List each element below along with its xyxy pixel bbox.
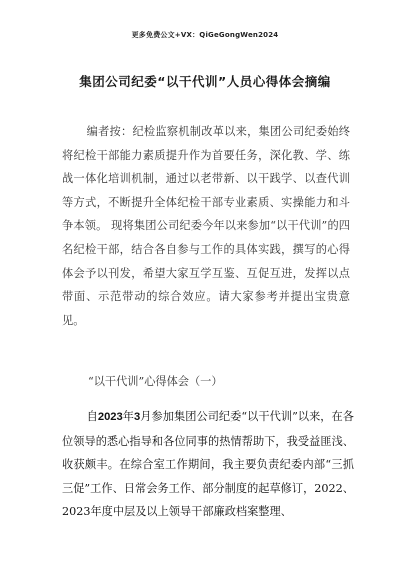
body-prefix: 自 [86, 410, 98, 423]
body-mid: 年 [122, 410, 135, 423]
body-rest: 月参加集团公司纪委“以干代训”以来，在各位领导的悉心指导和各位同事的热情帮助下，我受益匪浅、收获颇丰。在综合室工作期间，我主要负责纪委内部“三抓三促”工作、日常会务工作、部分制度的起草修订，2022、2023年度中层及以上领导干部廉政档案整理、 [62, 410, 354, 519]
page-header: 更多免费公文+VX：QiGeGongWen2024 [131, 31, 279, 39]
document-title: 集团公司纪委“以干代训”人员心得体会摘编 [79, 74, 331, 89]
body-paragraph [62, 405, 354, 524]
body-paragraph-text [62, 405, 354, 524]
body-year: 2023 [97, 411, 123, 423]
editor-note [62, 120, 350, 332]
body-month: 3 [134, 411, 141, 423]
section-heading: “以干代训”心得体会（一） [88, 375, 223, 388]
editor-note-paragraph: 编者按：纪检监察机制改革以来，集团公司纪委始终将纪检干部能力素质提升作为首要任务，深化教、学、练战一体化培训机制，通过以老带新、以干践学、以查代训等方式，不断提升全体纪检干部专业素质、实操能力和斗争本领。 现将集团公司纪委今年以来参加“以干代训”的四名纪检干部，结合各自参与工作的具体实践，撰写的心得体会予以刊发，希望大家互学互鉴、互促互进，发挥以点带面、示范带动的综合效应。请大家参考并提出宝贵意见。 [62, 125, 350, 327]
